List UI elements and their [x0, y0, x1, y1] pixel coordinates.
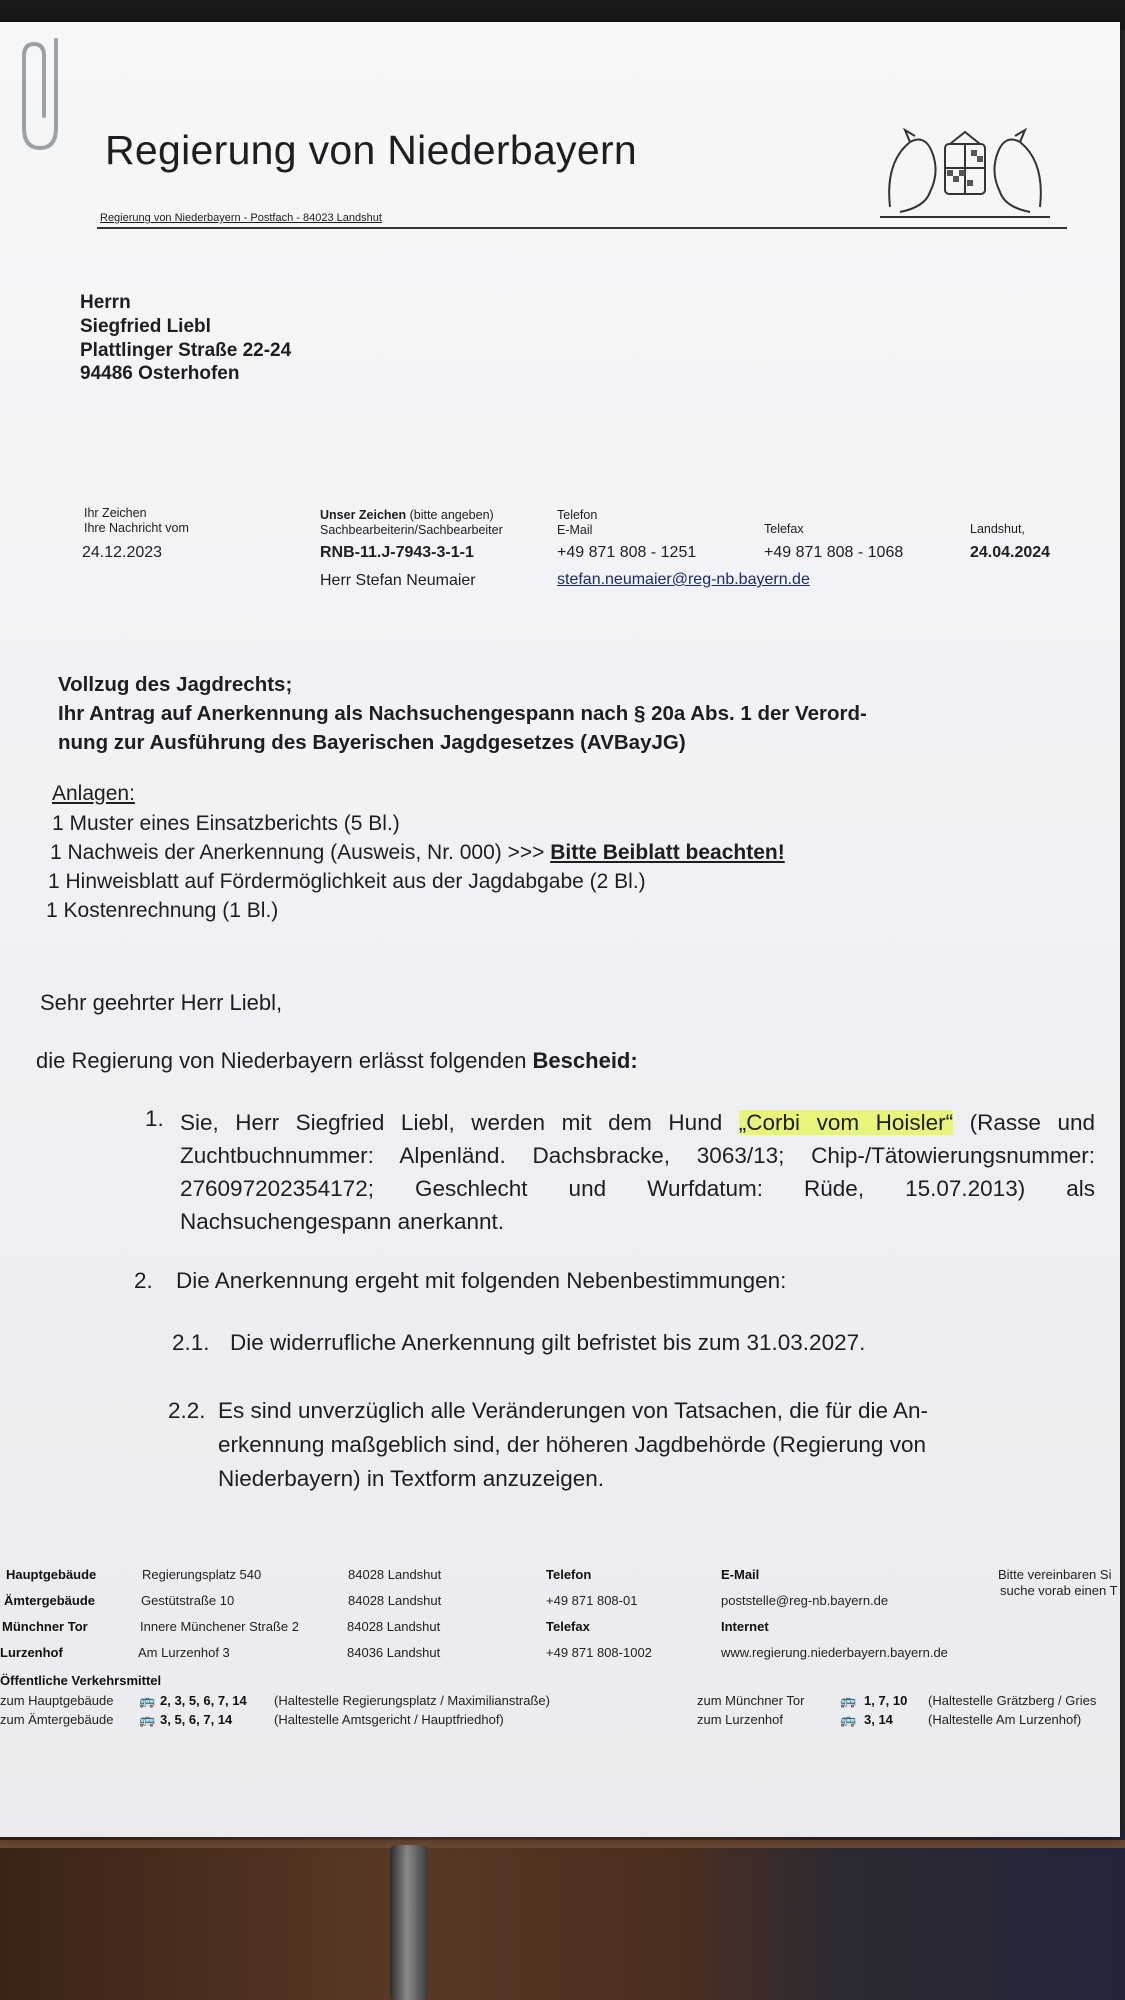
footer-internet-label: Internet	[721, 1619, 769, 1634]
item-1-number: 1.	[145, 1106, 164, 1131]
bus-lurzenhof-lines: 3, 14	[864, 1712, 893, 1727]
email-label: E-Mail	[557, 523, 593, 537]
recipient-street: Plattlinger Straße 22-24	[80, 340, 292, 361]
footer-telefax-label: Telefax	[546, 1619, 590, 1634]
bus-hauptgebaeude-label: zum Hauptgebäude	[0, 1693, 114, 1708]
unser-zeichen-label: Unser Zeichen (bitte angeben)	[320, 508, 494, 522]
footer-building-aemtergebaeude: Ämtergebäude	[4, 1593, 96, 1608]
sachbearbeiter-value: Herr Stefan Neumaier	[320, 572, 476, 589]
paperclip-icon	[18, 36, 70, 154]
letterhead-title: Regierung von Niederbayern	[105, 127, 638, 173]
email-link[interactable]: stefan.neumaier@reg-nb.bayern.de	[557, 571, 810, 588]
bus-lurzenhof-stop: (Haltestelle Am Lurzenhof)	[928, 1712, 1082, 1727]
footer-building-muenchner-tor: Münchner Tor	[2, 1619, 88, 1634]
footer-note-line-1: Bitte vereinbaren Si	[998, 1567, 1112, 1582]
sender-line: Regierung von Niederbayern - Postfach - 84023 Landshut	[100, 212, 382, 224]
item-2-2-line-1: Es sind unverzüglich alle Veränderungen von Tatsachen, die für die An-	[218, 1398, 929, 1423]
oepnv-heading: Öffentliche Verkehrsmittel	[0, 1673, 162, 1688]
sachbearbeiter-label: Sachbearbeiterin/Sachbearbeiter	[320, 523, 503, 537]
dog-name-highlight: „Corbi vom Hoisler“	[738, 1110, 954, 1135]
footer-street-3: Innere Münchener Straße 2	[140, 1619, 299, 1634]
subject-line-3: nung zur Ausführung des Bayerischen Jagdgesetzes (AVBayJG)	[58, 731, 686, 754]
footer-internet-link[interactable]: www.regierung.niederbayern.bayern.de	[721, 1645, 948, 1660]
greeting: Sehr geehrter Herr Liebl,	[40, 990, 283, 1015]
recipient-city: 94486 Osterhofen	[80, 363, 240, 384]
ihre-nachricht-label: Ihre Nachricht vom	[84, 521, 189, 535]
bus-muenchner-tor-lines: 1, 7, 10	[864, 1693, 908, 1708]
footer-street-4: Am Lurzenhof 3	[138, 1645, 230, 1660]
subject-block	[58, 670, 1068, 757]
bus-hauptgebaeude-lines: 2, 3, 5, 6, 7, 14	[160, 1693, 247, 1708]
footer-street-1: Regierungsplatz 540	[142, 1567, 262, 1582]
item-2-2-line-3: Niederbayern) in Textform anzuzeigen.	[218, 1466, 605, 1491]
telefax-label: Telefax	[764, 522, 804, 536]
item-2-number: 2.	[134, 1268, 153, 1293]
bus-hauptgebaeude-stop: (Haltestelle Regierungsplatz / Maximilianstraße)	[274, 1693, 550, 1708]
bus-aemtergebaeude-label: zum Ämtergebäude	[0, 1712, 114, 1727]
item-2-1-number: 2.1.	[172, 1330, 210, 1355]
ort-label: Landshut,	[970, 522, 1025, 536]
desk-background-bottom	[0, 1830, 1125, 2000]
footer-telefon-value: +49 871 808-01	[546, 1593, 638, 1608]
footer-city-1: 84028 Landshut	[348, 1567, 442, 1582]
item-1-text: Sie, Herr Siegfried Liebl, werden mit dem Hund „Corbi vom Hoisler“ (Rasse und Zuchtbuchnummer: Alpenländ. Dachsbracke, 3063/13; Chip-/Tätowierungsnummer: 276097202354172; Geschlecht und Wurfdatum: Rüde, 15.07.2013) als Nachsuchengespann anerkannt.	[180, 1110, 1096, 1234]
bus-muenchner-tor-stop: (Haltestelle Grätzberg / Gries	[928, 1693, 1097, 1708]
bus-icon: 🚌	[840, 1693, 857, 1708]
footer-email-label: E-Mail	[721, 1567, 760, 1582]
bus-icon: 🚌	[840, 1712, 857, 1727]
item-2-2-number: 2.2.	[168, 1398, 206, 1423]
letterhead-divider	[97, 227, 1067, 229]
bescheid-intro: die Regierung von Niederbayern erlässt folgenden Bescheid:	[36, 1048, 638, 1073]
item-2-text: Die Anerkennung ergeht mit folgenden Nebenbestimmungen:	[176, 1268, 787, 1293]
subject-line-2: Ihr Antrag auf Anerkennung als Nachsuchengespann nach § 20a Abs. 1 der Verord-	[58, 702, 867, 725]
telefon-label: Telefon	[557, 508, 598, 522]
footer-city-2: 84028 Landshut	[348, 1593, 442, 1608]
footer-street-2: Gestütstraße 10	[141, 1593, 235, 1608]
bus-icon: 🚌	[139, 1712, 156, 1727]
footer-email-link[interactable]: poststelle@reg-nb.bayern.de	[721, 1593, 889, 1608]
bavarian-coat-of-arms-icon	[870, 122, 1060, 222]
bus-aemtergebaeude-lines: 3, 5, 6, 7, 14	[160, 1712, 233, 1727]
anlage-item-3: 1 Hinweisblatt auf Fördermöglichkeit aus der Jagdabgabe (2 Bl.)	[48, 870, 646, 893]
footer-telefon-label: Telefon	[546, 1567, 592, 1582]
item-2-2-line-2: erkennung maßgeblich sind, der höheren Jagdbehörde (Regierung von	[218, 1432, 926, 1457]
telefax-value: +49 871 808 - 1068	[764, 544, 904, 561]
ihr-zeichen-label: Ihr Zeichen	[84, 506, 147, 520]
anlage-item-1: 1 Muster eines Einsatzberichts (5 Bl.)	[52, 812, 400, 835]
footer-city-4: 84036 Landshut	[347, 1645, 441, 1660]
beiblatt-link[interactable]: Bitte Beiblatt beachten!	[550, 841, 785, 864]
letter-page	[0, 22, 1120, 1837]
pen	[390, 1845, 428, 2000]
anlage-item-2: 1 Nachweis der Anerkennung (Ausweis, Nr. 000) >>> Bitte Beiblatt beachten!	[50, 841, 785, 864]
bus-muenchner-tor-label: zum Münchner Tor	[697, 1693, 805, 1708]
desk-edge	[0, 1840, 1125, 1848]
footer-telefax-value: +49 871 808-1002	[546, 1645, 652, 1660]
subject-line-1: Vollzug des Jagdrechts;	[58, 673, 293, 696]
recipient-name: Siegfried Liebl	[80, 316, 211, 337]
ihre-nachricht-value: 24.12.2023	[82, 544, 163, 561]
telefon-value: +49 871 808 - 1251	[557, 544, 697, 561]
bus-lurzenhof-label: zum Lurzenhof	[697, 1712, 783, 1727]
recipient-salutation: Herrn	[80, 292, 131, 313]
footer-building-lurzenhof: Lurzenhof	[0, 1645, 63, 1660]
footer-building-hauptgebaeude: Hauptgebäude	[6, 1567, 97, 1582]
bus-icon: 🚌	[139, 1693, 156, 1708]
datum-value: 24.04.2024	[970, 544, 1051, 561]
bus-aemtergebaeude-stop: (Haltestelle Amtsgericht / Hauptfriedhof)	[274, 1712, 504, 1727]
anlagen-heading: Anlagen:	[52, 782, 135, 805]
footer-note-line-2: suche vorab einen T	[1000, 1583, 1118, 1598]
anlage-item-4: 1 Kostenrechnung (1 Bl.)	[46, 899, 279, 922]
footer-city-3: 84028 Landshut	[347, 1619, 441, 1634]
item-2-1-text: Die widerrufliche Anerkennung gilt befristet bis zum 31.03.2027.	[230, 1330, 866, 1355]
unser-zeichen-value: RNB-11.J-7943-3-1-1	[320, 544, 474, 561]
